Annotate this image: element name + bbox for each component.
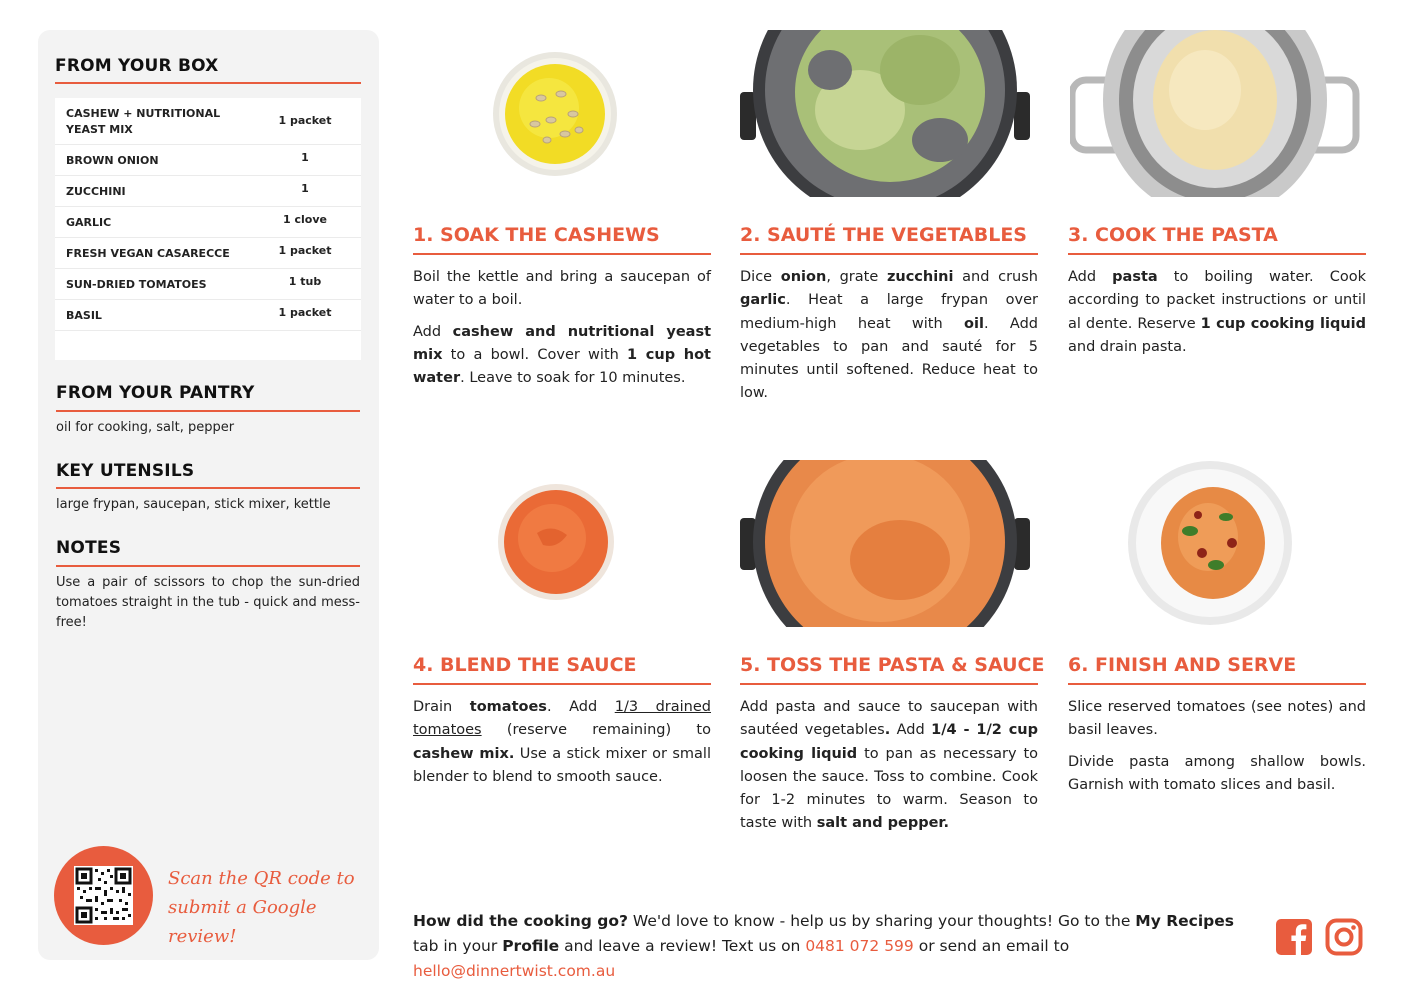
- saute-vegetables-photo: [740, 30, 1030, 197]
- facebook-icon[interactable]: [1275, 918, 1313, 956]
- section-divider: [55, 82, 361, 84]
- step-1-title: 1. SOAK THE CASHEWS: [413, 224, 660, 246]
- step-5-instructions: [740, 696, 1038, 844]
- text-run: to pan as necessary to loosen the sauce. Toss to combine. Cook for 1-2 minutes to warm. Season to taste with: [740, 745, 1039, 832]
- text-run: . Add: [546, 699, 615, 715]
- instruction-paragraph: [413, 266, 711, 313]
- step-divider: [1068, 683, 1366, 685]
- notes-text: Use a pair of scissors to chop the sun-dried tomatoes straight in the tub - quick and mess-free!: [56, 575, 360, 630]
- step-6-instructions: [1068, 696, 1366, 805]
- text-run: garlic: [740, 292, 786, 309]
- text-run: . Heat a large frypan over medium-high heat with: [740, 292, 1038, 332]
- text-run: We'd love to know - help us by sharing your thoughts! Go to the: [627, 912, 1136, 930]
- text-run: oil: [964, 315, 984, 332]
- instruction-paragraph: [1068, 696, 1366, 743]
- text-run: cashew and nutritional yeast mix: [413, 323, 712, 363]
- text-run: Profile: [502, 937, 560, 955]
- text-run: Dice: [740, 269, 781, 285]
- text-run: Divide pasta among shallow bowls. Garnish with tomato slices and basil.: [1068, 753, 1366, 793]
- text-run: or send an email to: [913, 937, 1070, 955]
- table-row: [55, 207, 361, 238]
- table-row: [55, 238, 361, 269]
- step-2-instructions: [740, 266, 1038, 414]
- step-5-title: 5. TOSS THE PASTA & SAUCE: [740, 654, 1045, 676]
- ingredient-name: BROWN ONION: [66, 154, 159, 167]
- text-run: to a bowl. Cover with: [442, 346, 628, 363]
- ingredient-quantity: 1: [301, 182, 309, 195]
- ingredient-quantity: 1 tub: [288, 275, 322, 288]
- pantry-text: oil for cooking, salt, pepper: [56, 420, 235, 435]
- key-utensils-title: KEY UTENSILS: [56, 461, 195, 481]
- instagram-icon[interactable]: [1325, 918, 1363, 956]
- text-run: Add: [413, 323, 453, 340]
- text-run: Boil the kettle and bring a saucepan of water to a boil.: [413, 269, 711, 309]
- instruction-paragraph: [1068, 751, 1366, 798]
- ingredient-quantity: 1 packet: [278, 114, 332, 127]
- finished-dish-photo: [1128, 461, 1293, 626]
- section-divider: [56, 565, 360, 567]
- text-run: and drain pasta.: [1068, 338, 1187, 355]
- ingredient-quantity: 1: [301, 151, 309, 164]
- step-3-instructions: [1068, 266, 1366, 367]
- instruction-paragraph: [1068, 266, 1366, 359]
- step-2-title: 2. SAUTÉ THE VEGETABLES: [740, 224, 1027, 246]
- feedback-footer: [413, 909, 1263, 984]
- from-your-box-title: FROM YOUR BOX: [55, 56, 219, 76]
- section-divider: [56, 410, 360, 412]
- utensils-text: large frypan, saucepan, stick mixer, kettle: [56, 497, 331, 512]
- contact-link[interactable]: hello@dinnertwist.com.au: [413, 962, 616, 980]
- step-divider: [740, 253, 1038, 255]
- table-row: [55, 269, 361, 300]
- text-run: . Leave to soak for 10 minutes.: [460, 370, 686, 387]
- step-divider: [413, 683, 711, 685]
- text-run: tab in your: [413, 937, 503, 955]
- table-row: [55, 176, 361, 207]
- text-run: and leave a review! Text us on: [559, 937, 806, 955]
- step-divider: [740, 683, 1038, 685]
- sauce-bowl-photo: [497, 483, 615, 601]
- section-divider: [56, 487, 360, 489]
- text-run: Add pasta and sauce to saucepan with sautéed vegetables: [740, 699, 1038, 739]
- text-run: pasta: [1112, 269, 1158, 285]
- ingredient-quantity: 1 packet: [278, 306, 332, 319]
- instruction-paragraph: [740, 696, 1038, 836]
- ingredients-table: [55, 98, 361, 360]
- step-4-title: 4. BLEND THE SAUCE: [413, 654, 637, 676]
- text-run: 1 cup hot water: [413, 346, 711, 387]
- notes-title: NOTES: [56, 538, 122, 558]
- instruction-paragraph: [413, 696, 711, 789]
- text-run: Use a stick mixer or small blender to blend to smooth sauce.: [413, 745, 711, 785]
- sidebar: [38, 30, 379, 960]
- text-run: salt and pepper.: [816, 815, 950, 832]
- text-run: Drain: [413, 699, 470, 715]
- text-run: cashew mix.: [413, 745, 515, 762]
- ingredient-name: BASIL: [66, 309, 102, 322]
- text-run: tomatoes: [469, 699, 547, 715]
- step-6-title: 6. FINISH AND SERVE: [1068, 654, 1297, 676]
- instruction-paragraph: [740, 266, 1038, 406]
- cook-pasta-photo: [1070, 30, 1360, 197]
- text-run: Add: [1068, 269, 1113, 285]
- text-run: 1/3 drained tomatoes: [413, 699, 711, 739]
- text-run: How did the cooking go?: [413, 912, 628, 930]
- text-run: , grate: [826, 269, 887, 285]
- text-run: 1 cup cooking liquid: [1200, 315, 1367, 332]
- text-run: .: [884, 722, 891, 739]
- qr-code-icon[interactable]: [74, 866, 133, 925]
- text-run: onion: [780, 269, 827, 285]
- from-your-pantry-title: FROM YOUR PANTRY: [56, 383, 255, 403]
- ingredient-name: ZUCCHINI: [66, 185, 126, 198]
- table-row: [55, 145, 361, 176]
- step-3-title: 3. COOK THE PASTA: [1068, 224, 1278, 246]
- text-run: . Add vegetables to pan and sauté for 5 minutes until softened. Reduce heat to low.: [740, 315, 1038, 402]
- text-run: Slice reserved tomatoes (see notes) and basil leaves.: [1068, 699, 1366, 739]
- step-4-instructions: [413, 696, 711, 797]
- ingredient-name: GARLIC: [66, 216, 112, 229]
- text-run: (reserve remaining) to: [481, 722, 711, 739]
- table-row: [55, 300, 361, 331]
- ingredient-quantity: 1 clove: [283, 213, 327, 226]
- cashew-bowl-photo: [491, 50, 619, 178]
- instruction-paragraph: [413, 321, 711, 391]
- ingredient-name: SUN-DRIED TOMATOES: [66, 278, 207, 291]
- ingredient-name: CASHEW + NUTRITIONAL YEAST MIX: [66, 107, 221, 136]
- qr-review-text: Scan the QR code to submit a Google review!: [168, 868, 355, 947]
- text-run: zucchini: [886, 269, 954, 285]
- qr-badge: [54, 846, 153, 945]
- step-divider: [1068, 253, 1366, 255]
- ingredient-quantity: 1 packet: [278, 244, 332, 257]
- contact-link[interactable]: 0481 072 599: [805, 937, 914, 955]
- text-run: 1/4 - 1/2 cup cooking liquid: [740, 722, 1038, 762]
- ingredient-name: FRESH VEGAN CASARECCE: [66, 247, 230, 260]
- text-run: My Recipes: [1135, 912, 1234, 930]
- text-run: to boiling water. Cook according to packet instructions or until al dente. Reserve: [1068, 269, 1367, 332]
- text-run: Add: [890, 722, 932, 739]
- table-row: [55, 98, 361, 145]
- text-run: and crush: [953, 269, 1038, 285]
- step-1-instructions: [413, 266, 711, 398]
- toss-pasta-photo: [740, 460, 1030, 627]
- step-divider: [413, 253, 711, 255]
